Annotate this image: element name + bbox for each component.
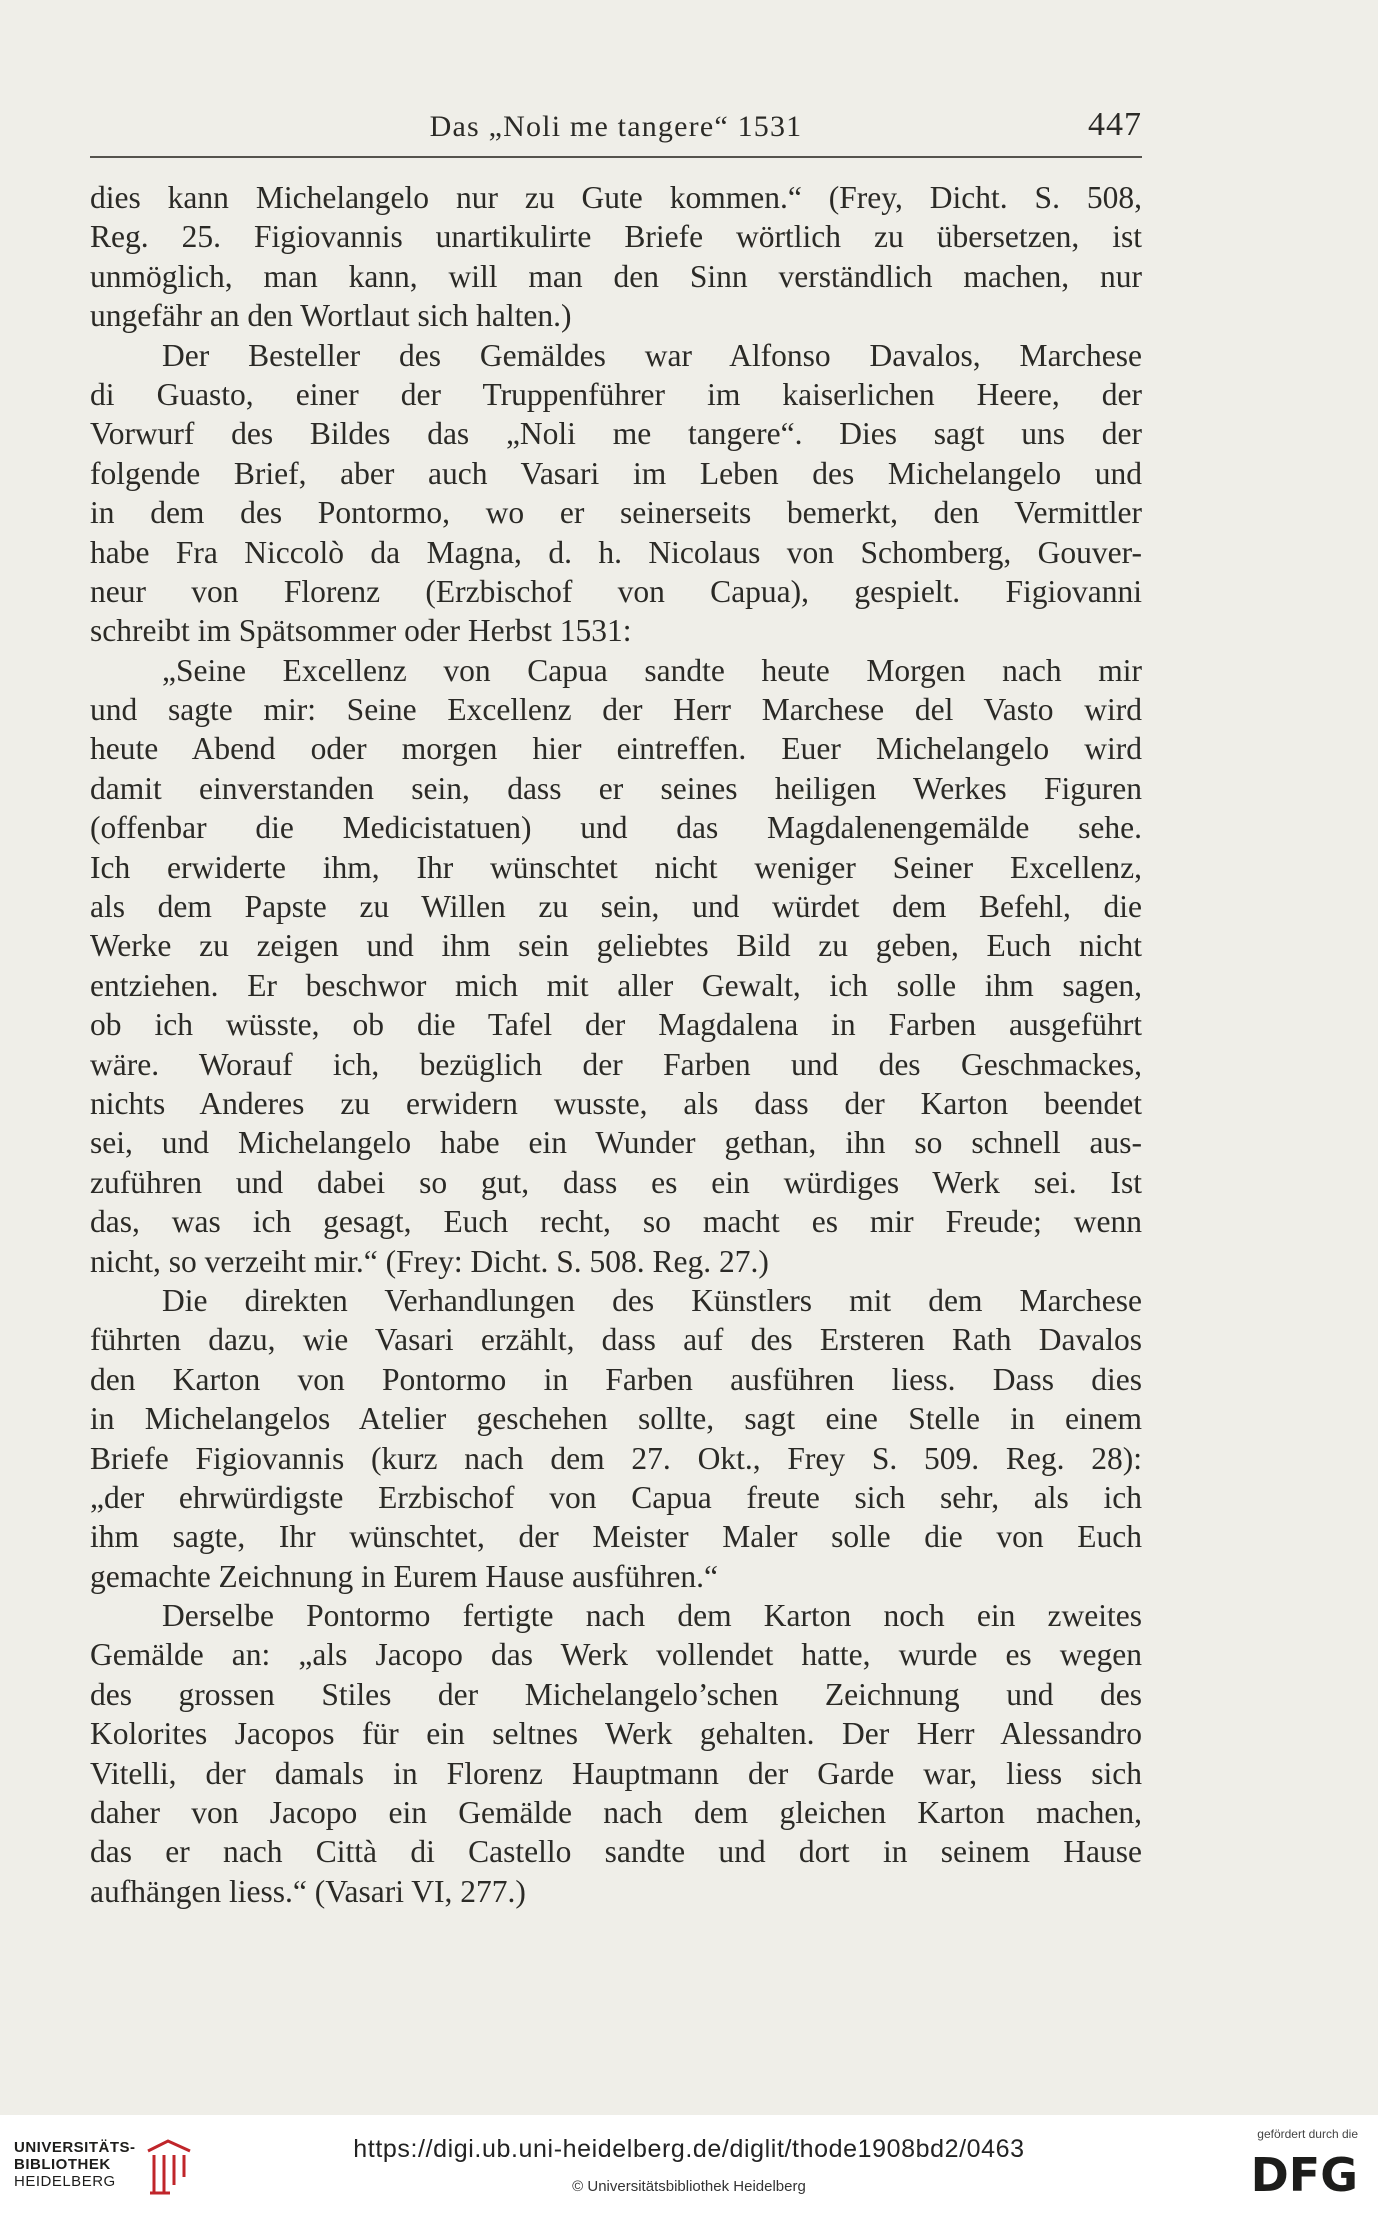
text-line: entziehen. Er beschwor mich mit aller Gewalt, ich solle ihm sagen, (90, 967, 1142, 1003)
text-line: nichts Anderes zu erwidern wusste, als dass der Karton beendet (90, 1085, 1142, 1121)
text-line: Vitelli, der damals in Florenz Hauptmann der Garde war, liess sich (90, 1755, 1142, 1791)
text-line: Gemälde an: „als Jacopo das Werk vollendet hatte, wurde es wegen (90, 1637, 1142, 1673)
text-line: das er nach Città di Castello sandte und dort in seinem Hause (90, 1834, 1142, 1870)
text-line: Vorwurf des Bildes das „Noli me tangere“. Dies sagt uns der (90, 416, 1142, 452)
text-line: Werke zu zeigen und ihm sein geliebtes Bild zu geben, Euch nicht (90, 928, 1142, 964)
text-line: sei, und Michelangelo habe ein Wunder gethan, ihn so schnell aus- (90, 1125, 1142, 1161)
page-number: 447 (1088, 106, 1142, 143)
text-line: „Seine Excellenz von Capua sandte heute Morgen nach mir (162, 652, 1142, 688)
text-line: zuführen und dabei so gut, dass es ein würdiges Werk sei. Ist (90, 1164, 1142, 1200)
text-line: neur von Florenz (Erzbischof von Capua), gespielt. Figiovanni (90, 573, 1142, 609)
text-line: Kolorites Jacopos für ein seltnes Werk gehalten. Der Herr Alessandro (90, 1716, 1142, 1752)
text-line: des grossen Stiles der Michelangelo’schen Zeichnung und des (90, 1676, 1142, 1712)
text-line: „der ehrwürdigste Erzbischof von Capua freute sich sehr, als ich (90, 1479, 1142, 1515)
text-line: das, was ich gesagt, Euch recht, so macht es mir Freude; wenn (90, 1204, 1142, 1240)
dfg-wordmark: DFG (1250, 2149, 1358, 2197)
text-line: ungefähr an den Wortlaut sich halten.) (90, 298, 572, 334)
text-line: und sagte mir: Seine Excellenz der Herr Marchese del Vasto wird (90, 692, 1142, 728)
text-line: folgende Brief, aber auch Vasari im Leben des Michelangelo und (90, 455, 1142, 491)
text-line: aufhängen liess.“ (Vasari VI, 277.) (90, 1873, 526, 1909)
funder-logo-block[interactable] (1218, 2127, 1358, 2207)
dfg-logo-icon (1226, 2149, 1358, 2197)
library-emblem-icon (140, 2137, 196, 2197)
text-line: als dem Papste zu Willen zu sein, und würdet dem Befehl, die (90, 889, 1142, 925)
body-text (90, 178, 1142, 1911)
text-line: in dem des Pontormo, wo er seinerseits bemerkt, den Vermittler (90, 495, 1142, 531)
library-name-line: BIBLIOTHEK (14, 2156, 111, 2173)
text-line: führten dazu, wie Vasari erzählt, dass auf des Ersteren Rath Davalos (90, 1322, 1142, 1358)
text-line: den Karton von Pontormo in Farben ausführen liess. Dass dies (90, 1361, 1142, 1397)
text-line: nicht, so verzeiht mir.“ (Frey: Dicht. S. 508. Reg. 27.) (90, 1243, 769, 1279)
viewer-footer (0, 2115, 1378, 2213)
text-line: ihm sagte, Ihr wünschtet, der Meister Maler solle die von Euch (90, 1519, 1142, 1555)
permalink-url[interactable]: https://digi.ub.uni-heidelberg.de/diglit/thode1908bd2/0463 (353, 2135, 1025, 2163)
text-line: Reg. 25. Figiovannis unartikulirte Briefe wörtlich zu übersetzen, ist (90, 219, 1142, 255)
funder-caption: gefördert durch die (1257, 2127, 1358, 2141)
text-line: (offenbar die Medicistatuen) und das Magdalenengemälde sehe. (90, 810, 1142, 846)
text-line: Der Besteller des Gemäldes war Alfonso Davalos, Marchese (162, 337, 1142, 373)
text-line: Derselbe Pontormo fertigte nach dem Karton noch ein zweites (162, 1598, 1142, 1634)
text-line: damit einverstanden sein, dass er seines heiligen Werkes Figuren (90, 770, 1142, 806)
text-line: Die direkten Verhandlungen des Künstlers mit dem Marchese (162, 1282, 1142, 1318)
library-name (14, 2139, 136, 2190)
text-line: habe Fra Niccolò da Magna, d. h. Nicolaus von Schomberg, Gouver- (90, 534, 1142, 570)
text-line: ob ich wüsste, ob die Tafel der Magdalena in Farben ausgeführt (90, 1007, 1142, 1043)
text-line: schreibt im Spätsommer oder Herbst 1531: (90, 613, 632, 649)
text-line: Ich erwiderte ihm, Ihr wünschtet nicht weniger Seiner Excellenz, (90, 849, 1142, 885)
text-line: wäre. Worauf ich, bezüglich der Farben und des Geschmackes, (90, 1046, 1142, 1082)
text-line: in Michelangelos Atelier geschehen sollte, sagt eine Stelle in einem (90, 1401, 1142, 1437)
text-line: Briefe Figiovannis (kurz nach dem 27. Okt., Frey S. 509. Reg. 28): (90, 1440, 1142, 1476)
text-line: unmöglich, man kann, will man den Sinn verständlich machen, nur (90, 258, 1142, 294)
text-line: daher von Jacopo ein Gemälde nach dem gleichen Karton machen, (90, 1795, 1142, 1831)
text-line: dies kann Michelangelo nur zu Gute kommen.“ (Frey, Dicht. S. 508, (90, 180, 1142, 215)
library-name-line: UNIVERSITÄTS- (14, 2139, 136, 2156)
copyright-notice: © Universitätsbibliothek Heidelberg (572, 2178, 806, 2195)
text-line: heute Abend oder morgen hier eintreffen. Euer Michelangelo wird (90, 731, 1142, 767)
text-line: gemachte Zeichnung in Eurem Hause ausführen.“ (90, 1558, 719, 1594)
running-head (90, 98, 1142, 158)
running-title: Das „Noli me tangere“ 1531 (429, 110, 803, 143)
library-name-line: HEIDELBERG (14, 2173, 116, 2190)
text-line: di Guasto, einer der Truppenführer im kaiserlichen Heere, der (90, 376, 1142, 412)
library-logo[interactable] (14, 2137, 192, 2197)
